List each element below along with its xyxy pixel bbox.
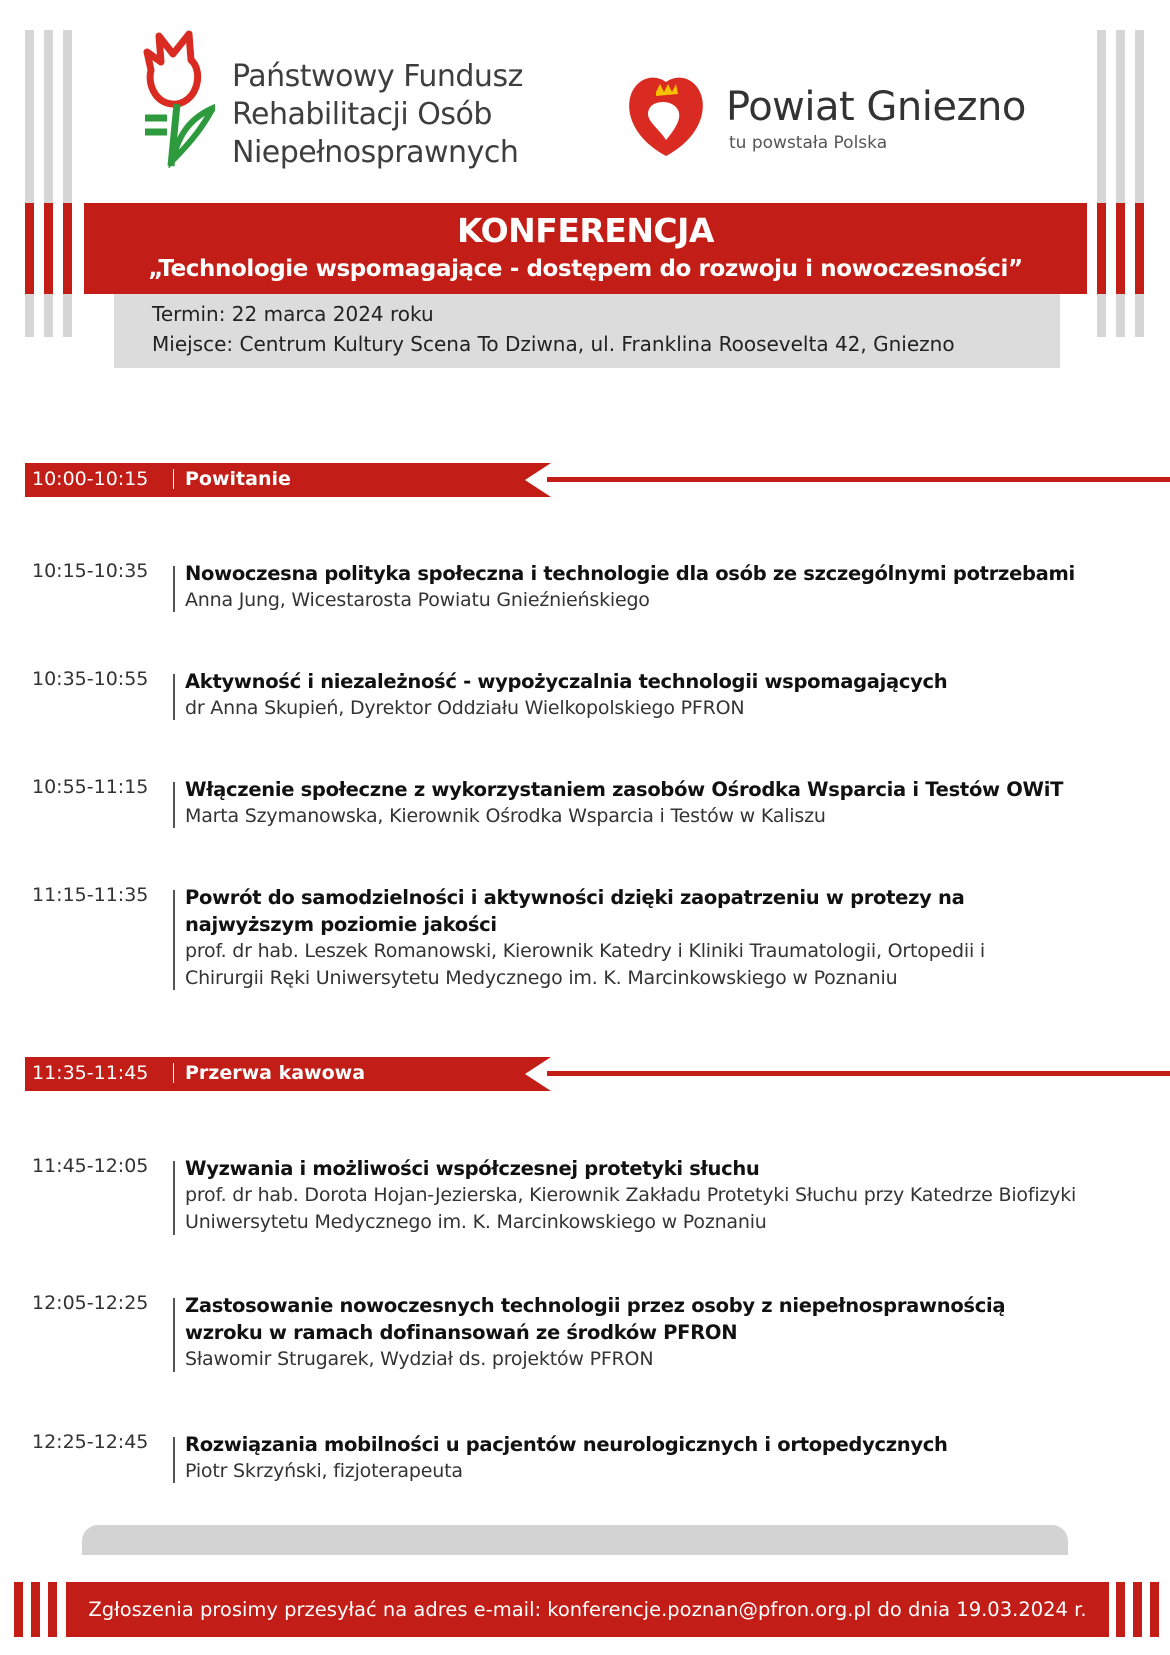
section-time: 10:00-10:15 xyxy=(32,468,149,490)
section-label: Przerwa kawowa xyxy=(185,1062,366,1084)
footer-gray-band xyxy=(82,1525,1068,1555)
agenda-speaker: dr Anna Skupień, Dyrektor Oddziału Wielkopolskiego PFRON xyxy=(185,697,745,719)
agenda-title: Powrót do samodzielności i aktywności dzięki zaopatrzeniu w protezy na najwyższym poziomie jakości xyxy=(185,886,965,936)
agenda-speaker: prof. dr hab. Dorota Hojan-Jezierska, Kierownik Zakładu Protetyki Słuchu przy Katedrze Biofizyki Uniwersytetu Medycznego im. K. Marcinkowskiego w Poznaniu xyxy=(185,1184,1077,1233)
conference-title: KONFERENCJA xyxy=(457,211,714,250)
agenda-title: Rozwiązania mobilności u pacjentów neurologicznych i ortopedycznych xyxy=(185,1433,948,1456)
left-red-stripe-1 xyxy=(25,203,34,294)
agenda-speaker: Sławomir Strugarek, Wydział ds. projektów PFRON xyxy=(185,1348,654,1370)
powiat-heart-logo xyxy=(626,70,706,160)
section-bar-coffee-break xyxy=(25,1057,1170,1091)
agenda-time: 10:15-10:35 xyxy=(32,560,149,582)
agenda-title: Zastosowanie nowoczesnych technologii przez osoby z niepełnosprawnością wzroku w ramach dofinansowań ze środków PFRON xyxy=(185,1294,1006,1344)
agenda-time: 12:05-12:25 xyxy=(32,1292,149,1314)
footer-left-red-stripe-3 xyxy=(48,1582,57,1637)
agenda-title: Nowoczesna polityka społeczna i technologie dla osób ze szczególnymi potrzebami xyxy=(185,562,1075,585)
left-red-stripe-3 xyxy=(63,203,72,294)
agenda-speaker: Piotr Skrzyński, fizjoterapeuta xyxy=(185,1460,463,1482)
footer-registration-note: Zgłoszenia prosimy przesyłać na adres e-mail: konferencje.poznan@pfron.org.pl do dnia 19.03.2024 r. xyxy=(66,1582,1109,1637)
agenda-time: 10:35-10:55 xyxy=(32,668,149,690)
agenda-time: 11:45-12:05 xyxy=(32,1155,149,1177)
pfron-line-3: Niepełnosprawnych xyxy=(232,135,519,170)
pfron-logo-text xyxy=(232,58,552,172)
agenda-time: 11:15-11:35 xyxy=(32,884,149,906)
pfron-line-2: Rehabilitacji Osób xyxy=(232,97,492,132)
agenda-speaker: Marta Szymanowska, Kierownik Ośrodka Wsparcia i Testów w Kaliszu xyxy=(185,805,826,827)
section-time: 11:35-11:45 xyxy=(32,1062,149,1084)
section-bar-welcome xyxy=(25,463,1170,497)
agenda-speaker: Anna Jung, Wicestarosta Powiatu Gnieźnieńskiego xyxy=(185,589,650,611)
conference-date: Termin: 22 marca 2024 roku xyxy=(152,302,434,326)
pfron-line-1: Państwowy Fundusz xyxy=(232,59,523,94)
conference-banner xyxy=(84,203,1087,294)
powiat-tagline: tu powstała Polska xyxy=(729,133,888,153)
agenda-title: Włączenie społeczne z wykorzystaniem zasobów Ośrodka Wsparcia i Testów OWiT xyxy=(185,778,1064,801)
conference-info xyxy=(114,294,1060,368)
pfron-tulip-logo xyxy=(143,30,215,168)
agenda-speaker: prof. dr hab. Leszek Romanowski, Kierownik Katedry i Kliniki Traumatologii, Ortopedii i Chirurgii Ręki Uniwersytetu Medycznego im. K. Marcinkowskiego w Poznaniu xyxy=(185,940,985,989)
right-red-stripe-2 xyxy=(1116,203,1125,294)
footer-right-red-stripe-2 xyxy=(1133,1582,1142,1637)
conference-subtitle: „Technologie wspomagające - dostępem do rozwoju i nowoczesności” xyxy=(148,256,1023,282)
agenda-time: 12:25-12:45 xyxy=(32,1431,149,1453)
footer-left-red-stripe-2 xyxy=(31,1582,40,1637)
footer-right-red-stripe-3 xyxy=(1150,1582,1159,1637)
right-red-stripe-3 xyxy=(1135,203,1144,294)
agenda-time: 10:55-11:15 xyxy=(32,776,149,798)
conference-place: Miejsce: Centrum Kultury Scena To Dziwna, ul. Franklina Roosevelta 42, Gniezno xyxy=(152,332,955,356)
footer-right-red-stripe-1 xyxy=(1116,1582,1125,1637)
left-red-stripe-2 xyxy=(44,203,53,294)
footer-left-red-stripe-1 xyxy=(14,1582,23,1637)
agenda-title: Aktywność i niezależność - wypożyczalnia technologii wspomagających xyxy=(185,670,948,693)
section-label: Powitanie xyxy=(185,468,291,490)
right-red-stripe-1 xyxy=(1097,203,1106,294)
agenda-title: Wyzwania i możliwości współczesnej protetyki słuchu xyxy=(185,1157,760,1180)
powiat-name: Powiat Gniezno xyxy=(726,84,1026,130)
